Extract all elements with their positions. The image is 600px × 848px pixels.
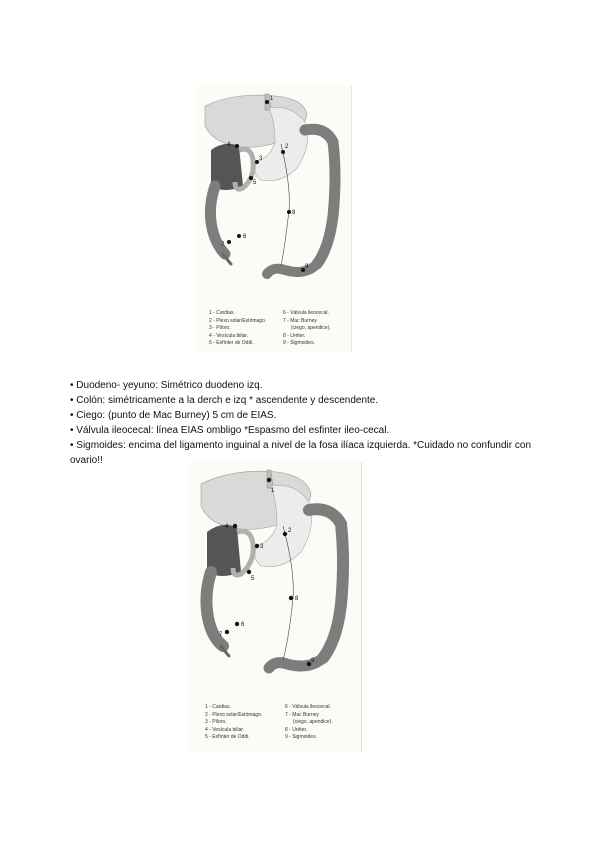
legend-item: 5 - Esfínter de Oddi. <box>205 734 250 740</box>
point-4-dot <box>235 144 239 148</box>
point-6-label: 6 <box>243 234 247 240</box>
point-2-dot <box>281 150 285 154</box>
point-3-dot <box>255 544 259 548</box>
point-2-label: 2 <box>288 528 292 534</box>
bullet-list <box>70 378 540 468</box>
point-4-label: 4 <box>225 524 229 530</box>
legend-item: 7 - Mac Burney <box>283 317 317 324</box>
point-9-label: 9 <box>311 658 315 664</box>
sigmoid-colon-shape <box>269 658 323 668</box>
point-8-dot <box>287 210 291 214</box>
point-7-dot <box>227 240 231 244</box>
point-8-label: 8 <box>292 210 296 216</box>
point-7-dot <box>225 630 229 634</box>
point-4-label: 4 <box>227 142 231 148</box>
point-1-label: 1 <box>271 488 275 494</box>
point-2-dot <box>283 532 287 536</box>
descending-colon-shape <box>305 129 335 264</box>
descending-colon-shape <box>309 509 343 658</box>
point-2-label: 2 <box>285 144 289 150</box>
bullet-item: • Colón: simétricamente a la derch e izq * ascendente y descendente. <box>70 395 379 406</box>
sigmoid-colon-shape <box>267 264 317 274</box>
legend-item: 5 - Esfínter de Oddi. <box>209 340 254 346</box>
legend-item: (ciego, apendice). <box>291 325 331 331</box>
point-1-dot <box>265 100 269 104</box>
point-3-label: 3 <box>260 544 264 550</box>
legend-bottom <box>205 704 359 748</box>
point-3-label: 3 <box>259 156 263 162</box>
point-4-dot <box>233 524 237 528</box>
legend-item: 4 - Vesícula biliar. <box>209 332 249 339</box>
legend-item: 9 - Sigmoides. <box>283 340 315 346</box>
point-6-dot <box>237 234 241 238</box>
anatomy-figure-top <box>195 86 352 352</box>
bullet-item: • Sigmoides: encima del ligamento inguinal a nivel de la fosa ilíaca izquierda. *Cuidado no confundir con ovario!! <box>70 440 532 466</box>
legend-item: 8 - Uréter. <box>285 726 308 733</box>
bullet-item: • Ciego: (punto de Mac Burney) 5 cm de EIAS. <box>70 410 277 421</box>
legend-item: 8 - Uréter. <box>283 332 306 339</box>
point-5-dot <box>247 570 251 574</box>
point-7-label: 7 <box>221 242 225 248</box>
bullet-item: • Válvula ileocecal: línea EIAS ombligo *Espasmo del esfinter ileo-cecal. <box>70 425 390 436</box>
point-5-label: 5 <box>251 576 255 582</box>
legend-item: 6 - Válvula ileocecal. <box>283 310 329 316</box>
anatomy-figure-bottom <box>189 462 362 752</box>
point-5-label: 5 <box>253 180 257 186</box>
legend-item: 3 - Píloro. <box>209 325 231 331</box>
point-6-label: 6 <box>241 622 245 628</box>
point-9-label: 9 <box>305 264 309 270</box>
point-1-dot <box>267 478 271 482</box>
legend-item: 2 - Plexo solar/Estómago. <box>205 711 263 718</box>
legend-top <box>209 310 349 350</box>
point-7-label: 7 <box>219 632 223 638</box>
point-8-dot <box>289 596 293 600</box>
legend-item: 3 - Píloro. <box>205 719 227 725</box>
legend-item: 2 - Plexo solar/Estómago. <box>209 317 267 324</box>
legend-item: (ciego, apendice). <box>293 719 333 725</box>
point-1-label: 1 <box>270 96 274 102</box>
legend-item: 9 - Sigmoides. <box>285 734 317 740</box>
legend-item: 6 - Válvula ileocecal. <box>285 704 331 710</box>
legend-item: 1 - Cardias. <box>209 310 235 316</box>
legend-item: 4 - Vesícula biliar. <box>205 726 245 733</box>
point-6-dot <box>235 622 239 626</box>
legend-item: 1 - Cardias. <box>205 704 231 710</box>
point-8-label: 8 <box>295 596 299 602</box>
legend-item: 7 - Mac Burney <box>285 711 319 718</box>
bullet-item: • Duodeno- yeyuno: Simétrico duodeno izq. <box>70 380 263 391</box>
